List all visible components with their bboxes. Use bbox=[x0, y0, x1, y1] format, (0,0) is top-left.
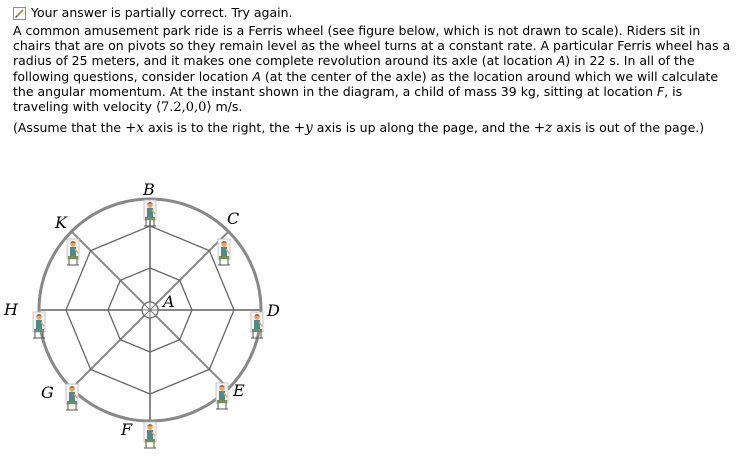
problem-intro: A common amusement park ride is a Ferris wheel (see figure below, which is not drawn to scale). Riders sit in chairs that are on pivots so they remain level as the wheel turns at a constant rate. A particular Ferris wheel has a radius of 25 meters, and it makes one complete revolution around its axle (at location A) in 22 s. In all of the following questions, consider location A (at the center of the axle) as the location around which we will calculate the angular momentum. At the instant shown in the diagram, a child of mass 39 kg, sitting at location F, is traveling with velocity ⟨7.2,0,0⟩ m/s. bbox=[13, 23, 731, 116]
pencil-icon bbox=[13, 7, 26, 20]
z-axis-symbol: +z bbox=[533, 120, 553, 137]
label-D: D bbox=[267, 301, 280, 320]
label-F: F bbox=[121, 420, 133, 439]
rider-at-F bbox=[144, 422, 156, 448]
x-axis-symbol: +x bbox=[125, 120, 144, 137]
y-axis-symbol: +y bbox=[293, 120, 313, 137]
label-A: A bbox=[163, 292, 175, 311]
rider-at-G bbox=[66, 384, 78, 410]
label-G: G bbox=[41, 383, 54, 402]
ferris-wheel-figure bbox=[0, 176, 300, 459]
label-B: B bbox=[143, 180, 155, 199]
label-E: E bbox=[233, 381, 245, 400]
velocity-vector: ⟨7.2,0,0⟩ bbox=[155, 100, 212, 116]
rider-at-H bbox=[33, 312, 45, 338]
status-message bbox=[13, 5, 292, 21]
label-C: C bbox=[227, 209, 240, 228]
status-text: Your answer is partially correct. Try again. bbox=[31, 5, 293, 20]
axis-assumption: (Assume that the +x axis is to the right, the +y axis is up along the page, and the +z axis is out of the page.) bbox=[13, 120, 705, 137]
problem-statement bbox=[13, 23, 731, 136]
rider-at-C bbox=[218, 239, 230, 265]
label-H: H bbox=[4, 300, 18, 319]
label-K: K bbox=[55, 213, 67, 232]
rider-at-E bbox=[216, 383, 228, 409]
rider-at-K bbox=[67, 239, 79, 265]
axle-hub bbox=[142, 302, 158, 318]
